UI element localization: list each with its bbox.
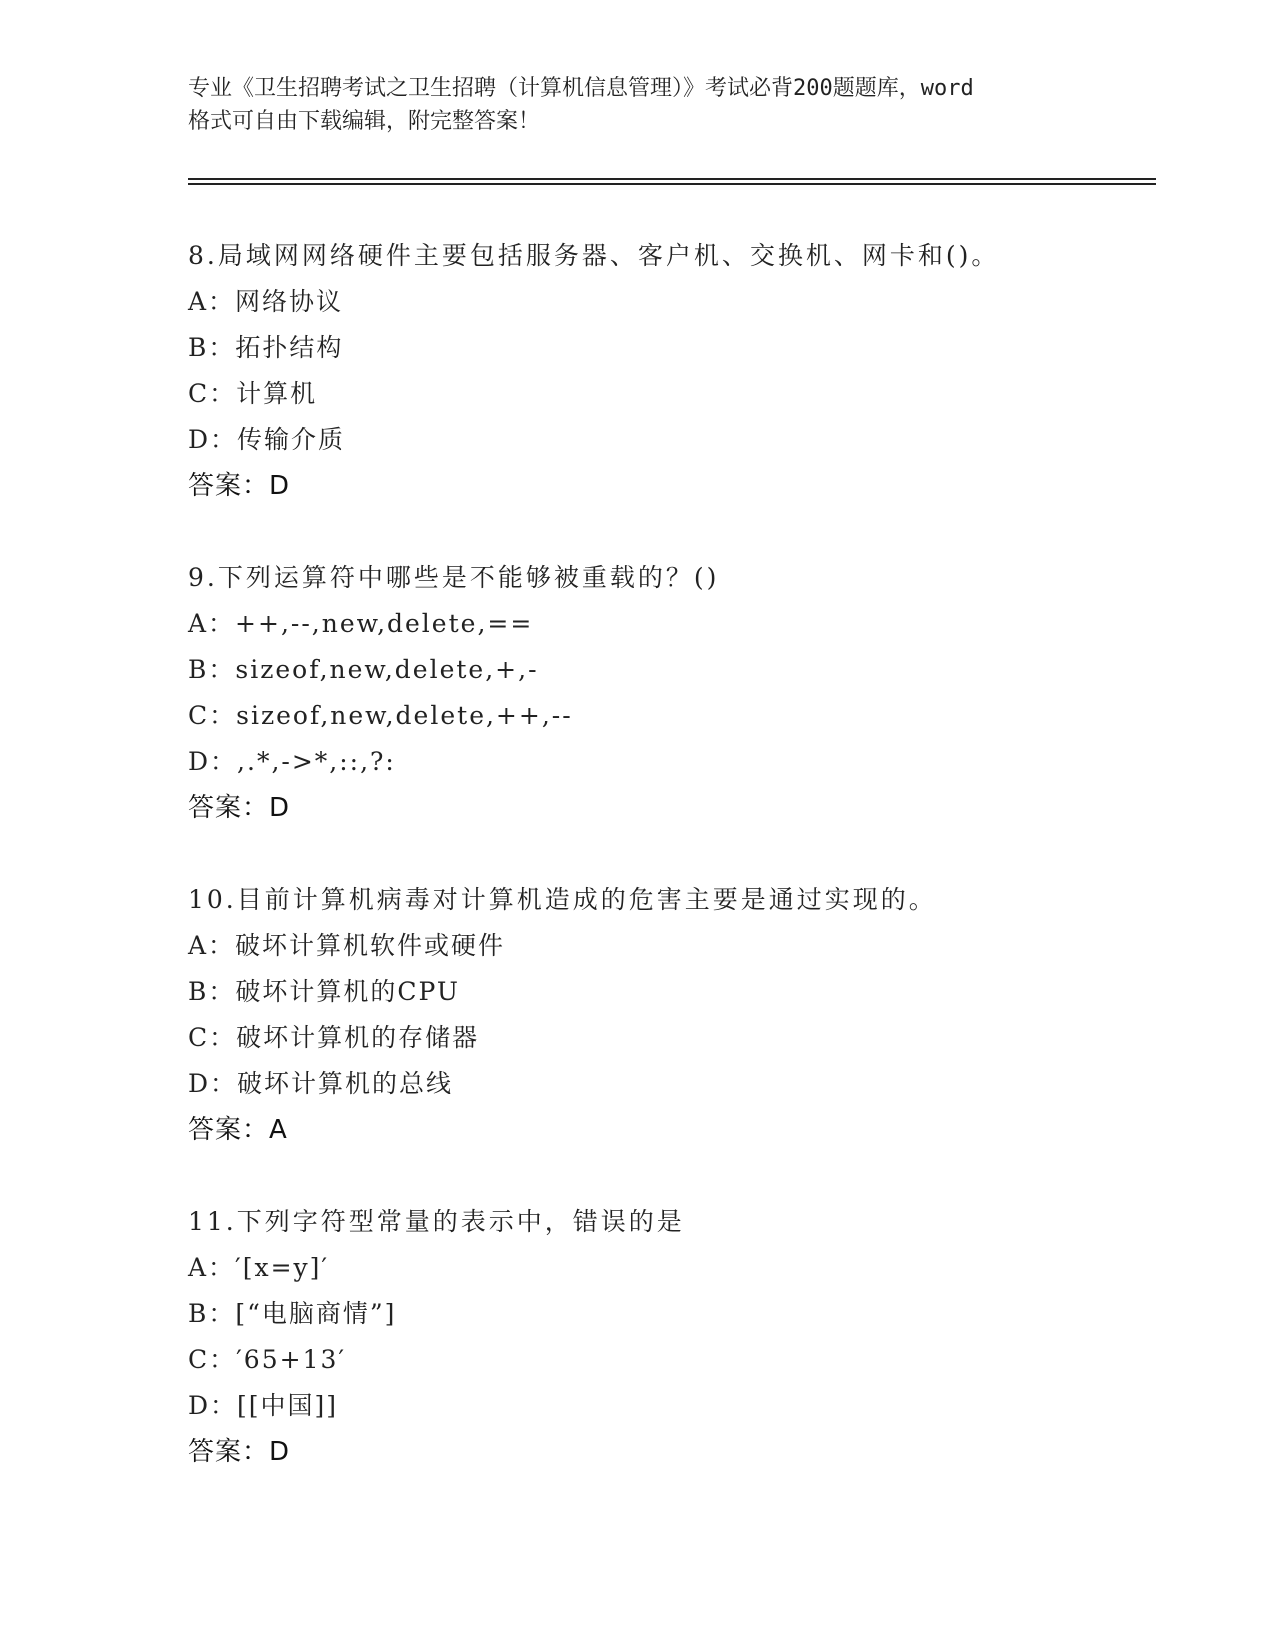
question-stem: 10.目前计算机病毒对计算机造成的危害主要是通过实现的。 xyxy=(188,885,937,914)
option-b: B：破坏计算机的CPU xyxy=(188,977,460,1006)
header-line-2: 格式可自由下载编辑，附完整答案！ xyxy=(188,109,541,134)
question-list xyxy=(188,233,1156,1521)
header-rule-bottom xyxy=(188,183,1156,185)
option-a: A：++,--,new,delete,== xyxy=(188,609,534,638)
question-8 xyxy=(188,233,1156,509)
option-b: B：sizeof,new,delete,+,- xyxy=(188,655,539,684)
option-a: A：破坏计算机软件或硬件 xyxy=(188,931,506,960)
question-stem: 11.下列字符型常量的表示中，错误的是 xyxy=(188,1207,685,1236)
question-10 xyxy=(188,877,1156,1153)
answer-label: 答案：A xyxy=(188,1115,288,1145)
answer-label: 答案：D xyxy=(188,471,291,501)
option-c: C：计算机 xyxy=(188,379,318,408)
question-9 xyxy=(188,555,1156,831)
option-d: D：传输介质 xyxy=(188,425,346,454)
option-d: D：破坏计算机的总线 xyxy=(188,1069,454,1098)
document-header xyxy=(188,72,1128,138)
option-d: D：,.*,->*,::,?: xyxy=(188,747,396,776)
option-c: C：破坏计算机的存储器 xyxy=(188,1023,480,1052)
question-stem: 9.下列运算符中哪些是不能够被重载的？() xyxy=(188,563,720,592)
option-c: C：′65+13′ xyxy=(188,1345,347,1374)
option-a: A：网络协议 xyxy=(188,287,344,316)
header-rule-top xyxy=(188,178,1156,180)
option-b: B：拓扑结构 xyxy=(188,333,344,362)
question-stem: 8.局域网网络硬件主要包括服务器、客户机、交换机、网卡和()。 xyxy=(188,241,1000,270)
option-c: C：sizeof,new,delete,++,-- xyxy=(188,701,573,730)
option-b: B：[“电脑商情”] xyxy=(188,1299,397,1328)
header-line-1: 专业《卫生招聘考试之卫生招聘（计算机信息管理）》考试必背200题题库，word xyxy=(188,76,974,101)
option-a: A：′[x=y]′ xyxy=(188,1253,330,1282)
question-11 xyxy=(188,1199,1156,1475)
answer-label: 答案：D xyxy=(188,1437,291,1467)
answer-label: 答案：D xyxy=(188,793,291,823)
option-d: D：[[中国]] xyxy=(188,1391,339,1420)
